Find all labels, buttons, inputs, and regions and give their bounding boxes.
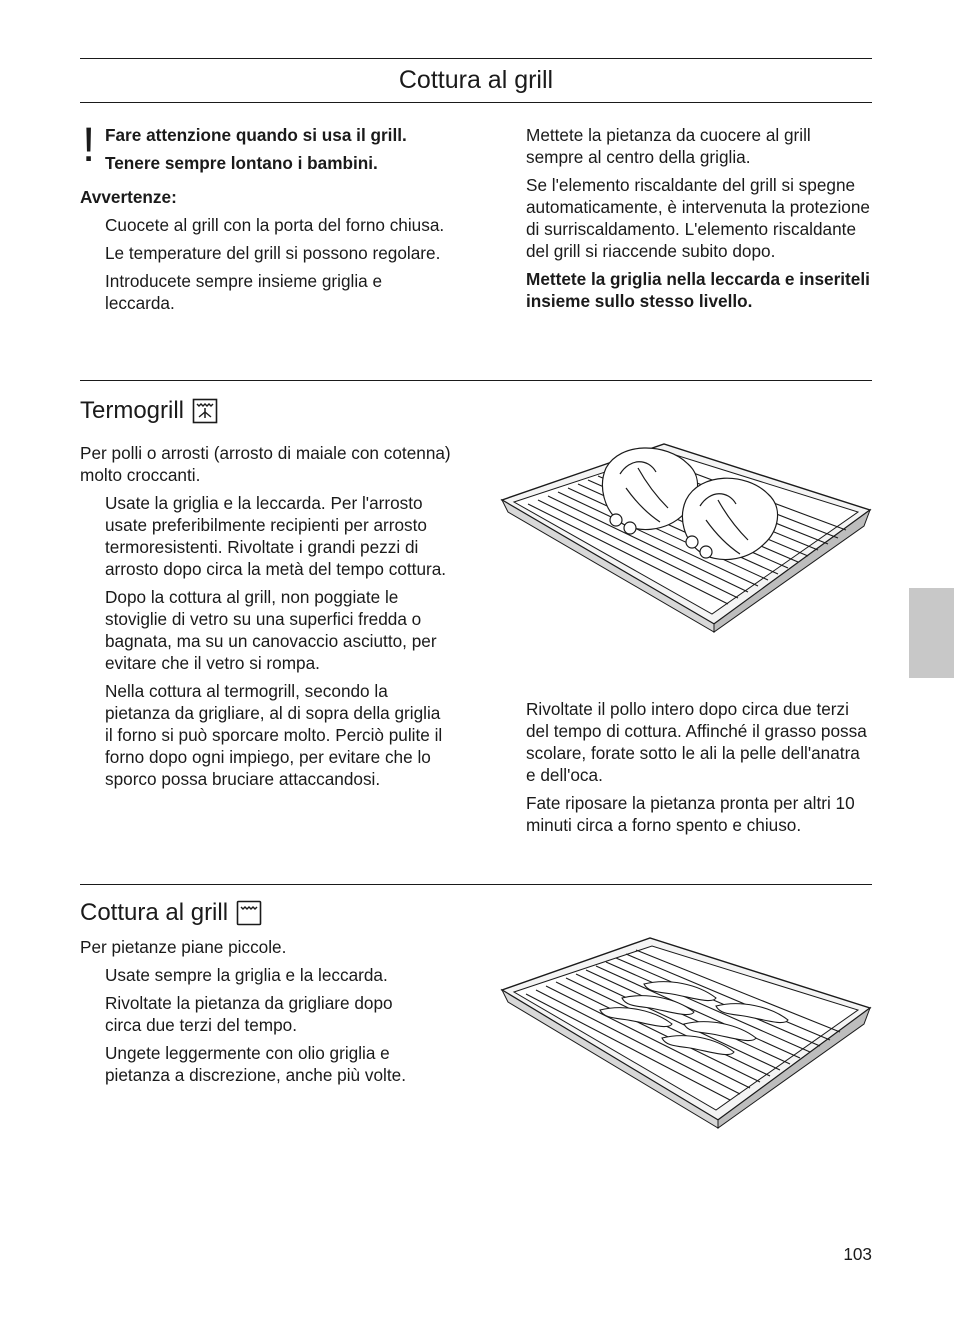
header-rule-top: [80, 58, 872, 59]
grill-item: Ungete leggermente con olio griglia e pietanza a discrezione, anche più volte.: [105, 1043, 406, 1085]
section-rule-grill: [80, 884, 872, 885]
termogrill-left: [80, 442, 452, 790]
grill-intro: Per pietanze piane piccole.: [80, 937, 287, 957]
chapter-side-tab: [909, 588, 954, 678]
sausage-tray-illustration: [498, 934, 874, 1130]
termogrill-title: Termogrill: [80, 397, 185, 424]
header-rule-bottom: [80, 102, 872, 103]
grill-icon: [236, 900, 262, 926]
page-number: 103: [843, 1244, 872, 1264]
warning-mark: !: [82, 119, 96, 172]
avvertenze-item: Le temperature del grill si possono regolare.: [105, 243, 441, 263]
intro-bold-paragraph: Mettete la griglia nella leccarda e inseriteli insieme sullo stesso livello.: [526, 269, 870, 311]
termogrill-heading: [80, 396, 218, 426]
intro-right-block: [526, 124, 872, 312]
grill-title: Cottura al grill: [80, 899, 229, 926]
page-title: Cottura al grill: [398, 66, 554, 94]
avvertenze-block: [80, 186, 452, 314]
grill-item: Rivoltate la pietanza da grigliare dopo circa due terzi del tempo.: [105, 993, 393, 1035]
section-rule-termogrill: [80, 380, 872, 381]
warning-text: [105, 124, 465, 174]
termogrill-right: [526, 698, 872, 836]
avvertenze-item: Cuocete al grill con la porta del forno chiusa.: [105, 215, 445, 235]
termogrill-item: Dopo la cottura al grill, non poggiate le stoviglie di vetro su una superfici fredda o bagnata, ma su un canovaccio asciutto, per evitare che il vetro si rompa.: [105, 587, 437, 673]
termogrill-intro: Per polli o arrosti (arrosto di maiale con cotenna) molto croccanti.: [80, 443, 451, 485]
avvertenze-item: Introducete sempre insieme griglia e leccarda.: [105, 271, 383, 313]
termogrill-item: Nella cottura al termogrill, secondo la pietanza da grigliare, al di sopra della griglia il forno si può sporcare molto. Perciò pulite il forno dopo ogni impiego, per evitare che lo sporco possa bruciare attaccandosi.: [105, 681, 443, 789]
convection-grill-icon: [192, 398, 218, 424]
intro-paragraph: Mettete la pietanza da cuocere al grill sempre al centro della griglia.: [526, 125, 811, 167]
avvertenze-heading: Avvertenze:: [80, 187, 177, 207]
warning-line-2: Tenere sempre lontano i bambini.: [105, 153, 378, 173]
grill-heading: [80, 898, 262, 928]
termogrill-right-paragraph: Rivoltate il pollo intero dopo circa due terzi del tempo di cottura. Affinché il grasso possa scolare, forate sotto le ali la pelle dell'anatra e dell'oca.: [526, 699, 867, 785]
grill-item: Usate sempre la griglia e la leccarda.: [105, 965, 388, 985]
chicken-tray-illustration: [498, 438, 874, 634]
intro-paragraph: Se l'elemento riscaldante del grill si spegne automaticamente, è intervenuta la protezione di surriscaldamento. L'elemento riscaldante del grill si riaccende subito dopo.: [526, 175, 870, 261]
termogrill-item: Usate la griglia e la leccarda. Per l'arrosto usate preferibilmente recipienti per arrosto termoresistenti. Rivoltate i grandi pezzi di arrosto dopo circa la metà del tempo cottura.: [105, 493, 447, 579]
grill-left: [80, 936, 452, 1086]
warning-line-1: Fare attenzione quando si usa il grill.: [105, 125, 407, 145]
termogrill-right-paragraph: Fate riposare la pietanza pronta per altri 10 minuti circa a forno spento e chiuso.: [526, 793, 855, 835]
